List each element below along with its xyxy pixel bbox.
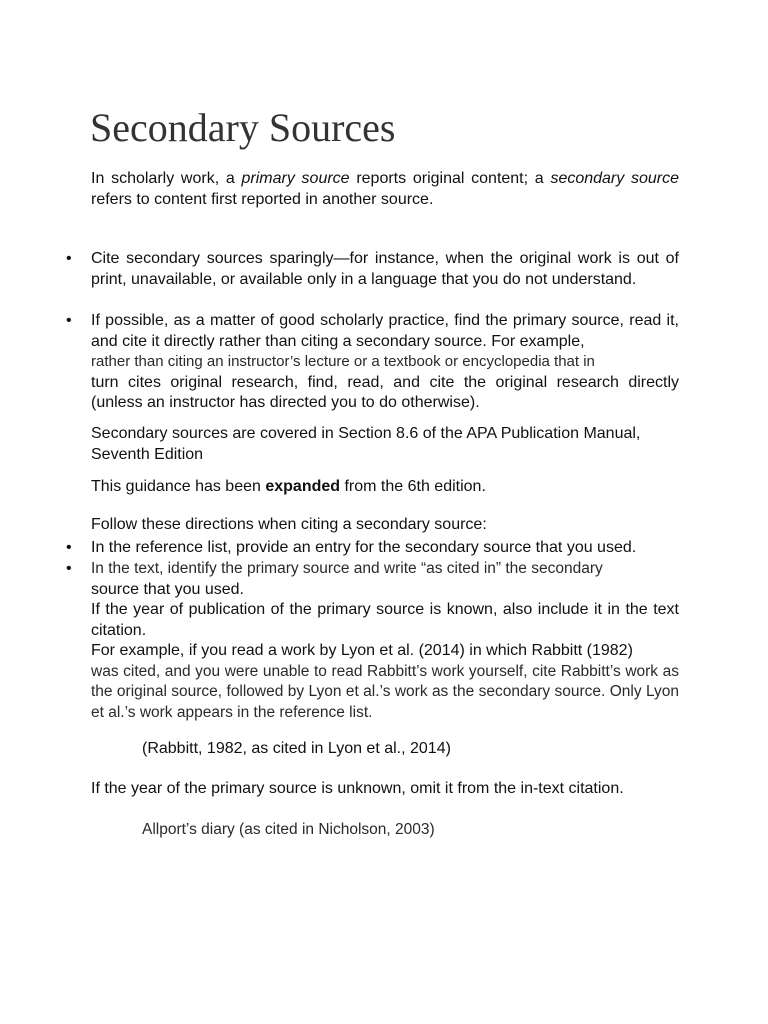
- guidance-paragraph: [91, 477, 679, 498]
- bullet-find-primary-line-2: rather than citing an instructor’s lecture or a textbook or encyclopedia that in: [91, 353, 595, 370]
- example-line-1: For example, if you read a work by Lyon et al. (2014) in which Rabbitt (1982): [91, 642, 633, 659]
- bullet-glyph: •: [66, 560, 72, 577]
- guidance-expanded: expanded: [265, 478, 341, 495]
- intro-text-2: reports original content; a: [349, 170, 551, 187]
- bullet-cite-sparingly: Cite secondary sources sparingly—for instance, when the original work is out of print, unavailable, or available only in a language that you do not understand.: [91, 250, 679, 288]
- intro-paragraph: [91, 169, 679, 210]
- follow-directions: Follow these directions when citing a secondary source:: [91, 516, 487, 533]
- bullet-find-primary: [91, 311, 679, 414]
- bullet-find-primary-line-1: If possible, as a matter of good scholarly practice, find the primary source, read it, and cite it directly rather than citing a secondary source. For example,: [91, 312, 679, 350]
- bullet-in-text-line-1: In the text, identify the primary source and write “as cited in” the secondary: [91, 560, 603, 577]
- guidance-text-1: This guidance has been: [91, 478, 266, 495]
- bullet-glyph: •: [66, 539, 72, 556]
- bullet-reference-list: In the reference list, provide an entry for the secondary source that you used.: [91, 539, 637, 556]
- intro-text-1: In scholarly work, a: [91, 170, 242, 187]
- bullet-find-primary-line-3: turn cites original research, find, read, and cite the original research directly (unless an instructor has directed you to do otherwise).: [91, 373, 679, 411]
- year-known-paragraph: If the year of publication of the primary source is known, also include it in the text citation.: [91, 601, 679, 639]
- covered-paragraph: Secondary sources are covered in Section 8.6 of the APA Publication Manual, Seventh Edition: [91, 425, 641, 463]
- intro-text-3: refers to content first reported in another source.: [91, 190, 434, 208]
- secondary-source-term: secondary source: [550, 170, 680, 187]
- page-title: Secondary Sources: [90, 105, 396, 150]
- bullet-in-text: [91, 559, 679, 723]
- bullet-glyph: •: [66, 250, 72, 267]
- unknown-year-paragraph: If the year of the primary source is unknown, omit it from the in-text citation.: [91, 780, 624, 797]
- citation-example: (Rabbitt, 1982, as cited in Lyon et al., 2014): [142, 740, 451, 757]
- bullet-in-text-line-2: source that you used.: [91, 580, 244, 598]
- citation-example-2: Allport’s diary (as cited in Nicholson, 2003): [142, 821, 435, 838]
- guidance-text-2: from the 6th edition.: [340, 478, 486, 495]
- bullet-glyph: •: [66, 312, 72, 329]
- primary-source-term: primary source: [241, 170, 350, 187]
- example-rest: was cited, and you were unable to read Rabbitt’s work yourself, cite Rabbitt’s work as the original source, followed by Lyon et al.’s work as the secondary source. Only Lyon et al.’s work appears in the reference list.: [91, 662, 679, 721]
